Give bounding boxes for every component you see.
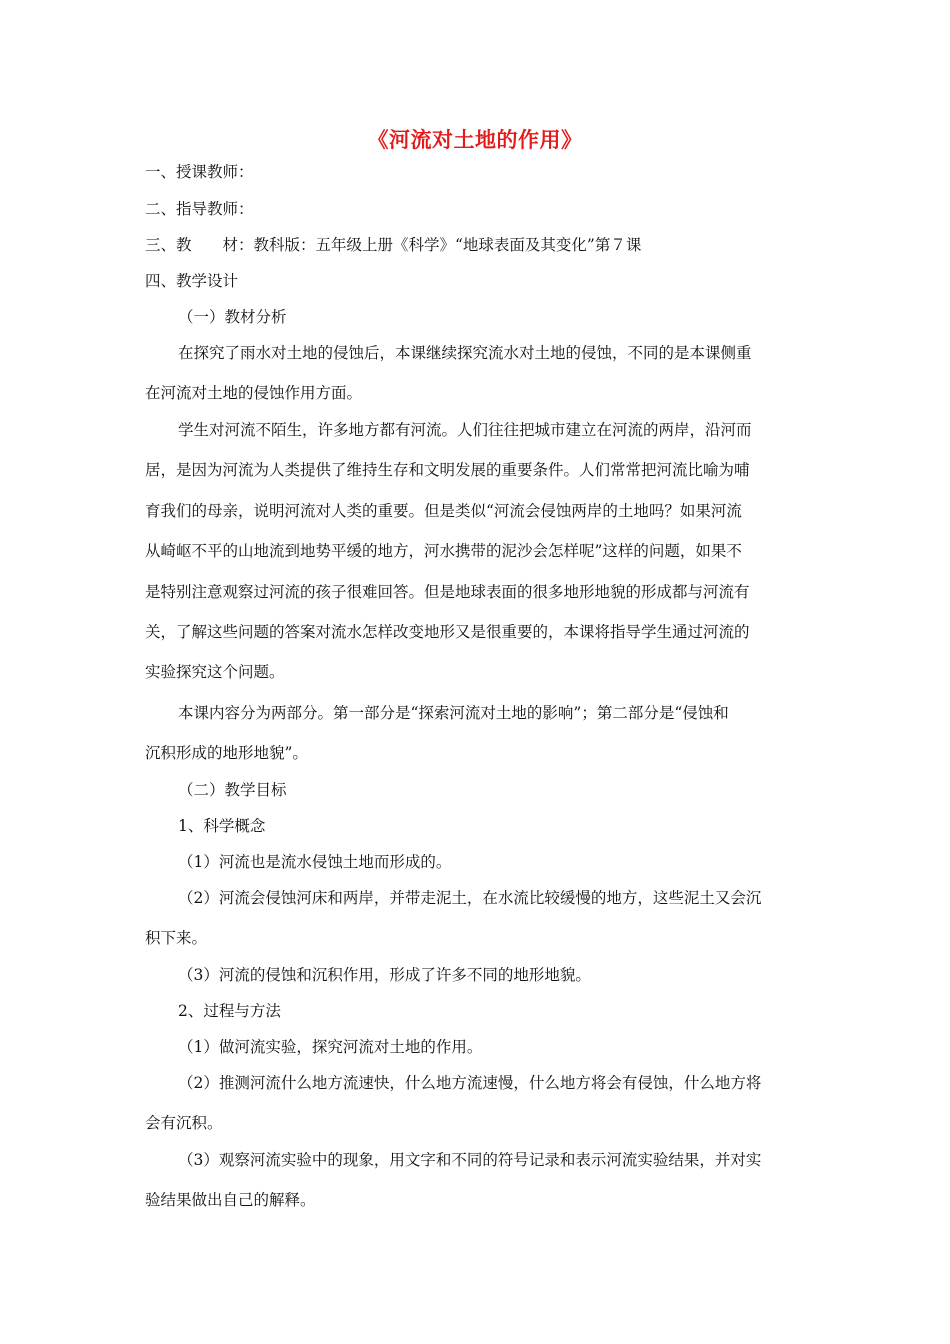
goals-heading: （二）教学目标 xyxy=(178,781,287,799)
analysis-p2-line: 是特别注意观察过河流的孩子很难回答。但是地球表面的很多地形地貌的形成都与河流有 xyxy=(145,583,750,601)
goals-item: （3）观察河流实验中的现象，用文字和不同的符号记录和表示河流实验结果，并对实 xyxy=(178,1151,762,1169)
analysis-heading: （一）教材分析 xyxy=(178,308,287,326)
goals-item-cont: 验结果做出自己的解释。 xyxy=(145,1191,316,1209)
document-title: 《河流对土地的作用》 xyxy=(367,127,583,152)
analysis-p3-line: 本课内容分为两部分。第一部分是“探索河流对土地的影响”；第二部分是“侵蚀和 xyxy=(178,704,729,722)
goals-item: （2）河流会侵蚀河床和两岸，并带走泥土，在水流比较缓慢的地方，这些泥土又会沉 xyxy=(178,889,762,907)
analysis-p2-line: 居，是因为河流为人类提供了维持生存和文明发展的重要条件。人们常常把河流比喻为哺 xyxy=(145,461,750,479)
goals-item-cont: 积下来。 xyxy=(145,929,208,947)
goals-item-cont: 会有沉积。 xyxy=(145,1114,223,1132)
goals-item: （3）河流的侵蚀和沉积作用，形成了许多不同的地形地貌。 xyxy=(178,966,591,984)
goals-section-concept: 1、科学概念 xyxy=(178,817,266,835)
analysis-p1-line: 在探究了雨水对土地的侵蚀后，本课继续探究流水对土地的侵蚀，不同的是本课侧重 xyxy=(178,344,752,362)
analysis-p3-line: 沉积形成的地形地貌”。 xyxy=(145,744,308,762)
goals-item: （1）河流也是流水侵蚀土地而形成的。 xyxy=(178,853,452,871)
goals-section-process: 2、过程与方法 xyxy=(178,1002,281,1020)
analysis-p2-line: 实验探究这个问题。 xyxy=(145,663,285,681)
goals-item: （2）推测河流什么地方流速快，什么地方流速慢，什么地方将会有侵蚀，什么地方将 xyxy=(178,1074,762,1092)
analysis-p2-line: 从崎岖不平的山地流到地势平缓的地方，河水携带的泥沙会怎样呢”这样的问题，如果不 xyxy=(145,542,742,560)
analysis-p1-line: 在河流对土地的侵蚀作用方面。 xyxy=(145,384,363,402)
analysis-p2-line: 关，了解这些问题的答案对流水怎样改变地形又是很重要的，本课将指导学生通过河流的 xyxy=(145,623,750,641)
analysis-p2-line: 育我们的母亲，说明河流对人类的重要。但是类似“河流会侵蚀两岸的土地吗？如果河流 xyxy=(145,502,742,520)
advisor-line: 二、指导教师： xyxy=(145,200,254,218)
analysis-p2-line: 学生对河流不陌生，许多地方都有河流。人们往往把城市建立在河流的两岸，沿河而 xyxy=(178,421,752,439)
textbook-line: 三、教 材：教科版：五年级上册《科学》“地球表面及其变化”第７课 xyxy=(145,236,642,254)
design-line: 四、教学设计 xyxy=(145,272,239,290)
teacher-line: 一、授课教师： xyxy=(145,163,254,181)
goals-item: （1）做河流实验，探究河流对土地的作用。 xyxy=(178,1038,483,1056)
